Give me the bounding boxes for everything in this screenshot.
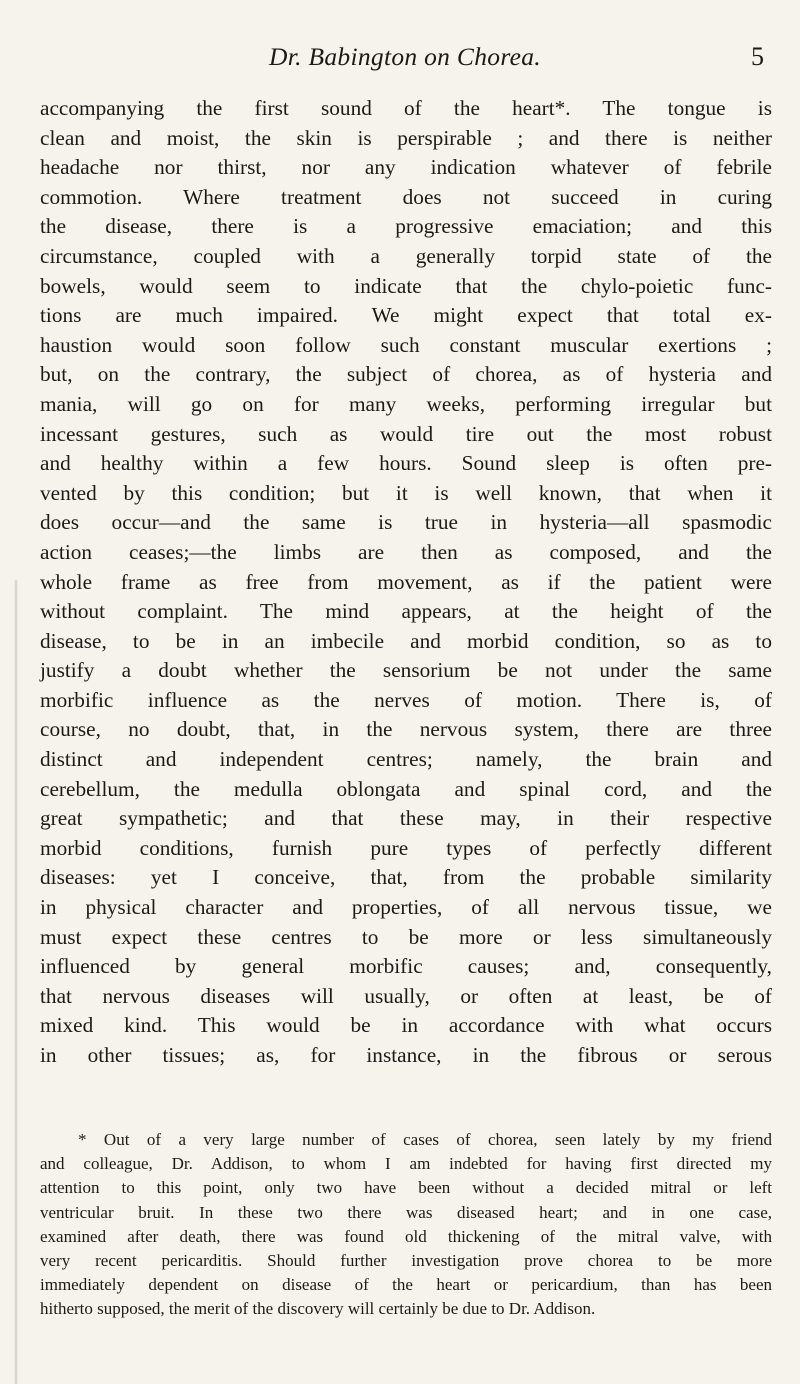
text-line: cerebellum, the medulla oblongata and spinal cord, and the	[40, 776, 772, 801]
footnote-line: hitherto supposed, the merit of the discovery will certainly be due to Dr. Addison.	[40, 1299, 596, 1319]
text-line: tions are much impaired. We might expect that total ex-	[40, 303, 772, 328]
page-header	[40, 42, 770, 78]
text-line: mania, will go on for many weeks, performing irregular but	[40, 391, 772, 416]
footnote	[40, 1128, 772, 1322]
text-line: in other tissues; as, for instance, in the fibrous or serous	[40, 1043, 772, 1067]
text-line: headache nor thirst, nor any indication whatever of febrile	[40, 155, 772, 180]
text-line: influenced by general morbific causes; and, consequently,	[40, 954, 772, 979]
text-line: disease, to be in an imbecile and morbid condition, so as to	[40, 628, 772, 653]
text-line: commotion. Where treatment does not succeed in curing	[40, 184, 772, 209]
text-line: distinct and independent centres; namely, the brain and	[40, 747, 772, 772]
text-line: morbid conditions, furnish pure types of perfectly different	[40, 835, 772, 860]
text-line: action ceases;—the limbs are then as composed, and the	[40, 539, 772, 564]
footnote-line: * Out of a very large number of cases of chorea, seen lately by my friend	[78, 1130, 772, 1149]
footnote-line: and colleague, Dr. Addison, to whom I am indebted for having first directed my	[40, 1154, 772, 1174]
text-line: whole frame as free from movement, as if the patient were	[40, 569, 772, 594]
text-line: does occur—and the same is true in hysteria—all spasmodic	[40, 510, 772, 535]
text-line: incessant gestures, such as would tire out the most robust	[40, 421, 772, 446]
text-line: vented by this condition; but it is well known, that when it	[40, 480, 772, 505]
text-line: that nervous diseases will usually, or often at least, be of	[40, 983, 772, 1008]
text-line: clean and moist, the skin is perspirable ; and there is neither	[40, 125, 772, 150]
footnote-line: attention to this point, only two have been without a decided mitral or left	[40, 1178, 772, 1198]
body-text	[40, 94, 772, 1071]
text-line: bowels, would seem to indicate that the chylo-poietic func-	[40, 273, 772, 298]
text-line: morbific influence as the nerves of motion. There is, of	[40, 687, 772, 712]
text-line: the disease, there is a progressive emaciation; and this	[40, 214, 772, 239]
text-line: great sympathetic; and that these may, in their respective	[40, 806, 772, 831]
text-line: must expect these centres to be more or less simultaneously	[40, 924, 772, 949]
text-line: accompanying the first sound of the heart*. The tongue is	[40, 96, 772, 120]
page-gutter-shadow	[14, 580, 18, 1384]
text-line: but, on the contrary, the subject of chorea, as of hysteria and	[40, 362, 772, 387]
text-line: and healthy within a few hours. Sound sleep is often pre-	[40, 451, 772, 476]
footnote-line: ventricular bruit. In these two there was diseased heart; and in one case,	[40, 1202, 772, 1222]
running-title: Dr. Babington on Chorea.	[269, 42, 541, 71]
footnote-line: immediately dependent on disease of the heart or pericardium, than has been	[40, 1275, 772, 1295]
page-number: 5	[751, 42, 764, 71]
text-line: without complaint. The mind appears, at the height of the	[40, 599, 772, 624]
text-line: haustion would soon follow such constant muscular exertions ;	[40, 332, 772, 357]
footnote-line: very recent pericarditis. Should further investigation prove chorea to be more	[40, 1250, 772, 1270]
footnote-line: examined after death, there was found old thickening of the mitral valve, with	[40, 1226, 772, 1246]
text-line: course, no doubt, that, in the nervous system, there are three	[40, 717, 772, 742]
text-line: mixed kind. This would be in accordance with what occurs	[40, 1013, 772, 1038]
text-line: justify a doubt whether the sensorium be not under the same	[40, 658, 772, 683]
text-line: circumstance, coupled with a generally torpid state of the	[40, 243, 772, 268]
text-line: in physical character and properties, of all nervous tissue, we	[40, 895, 772, 920]
text-line: diseases: yet I conceive, that, from the probable similarity	[40, 865, 772, 890]
